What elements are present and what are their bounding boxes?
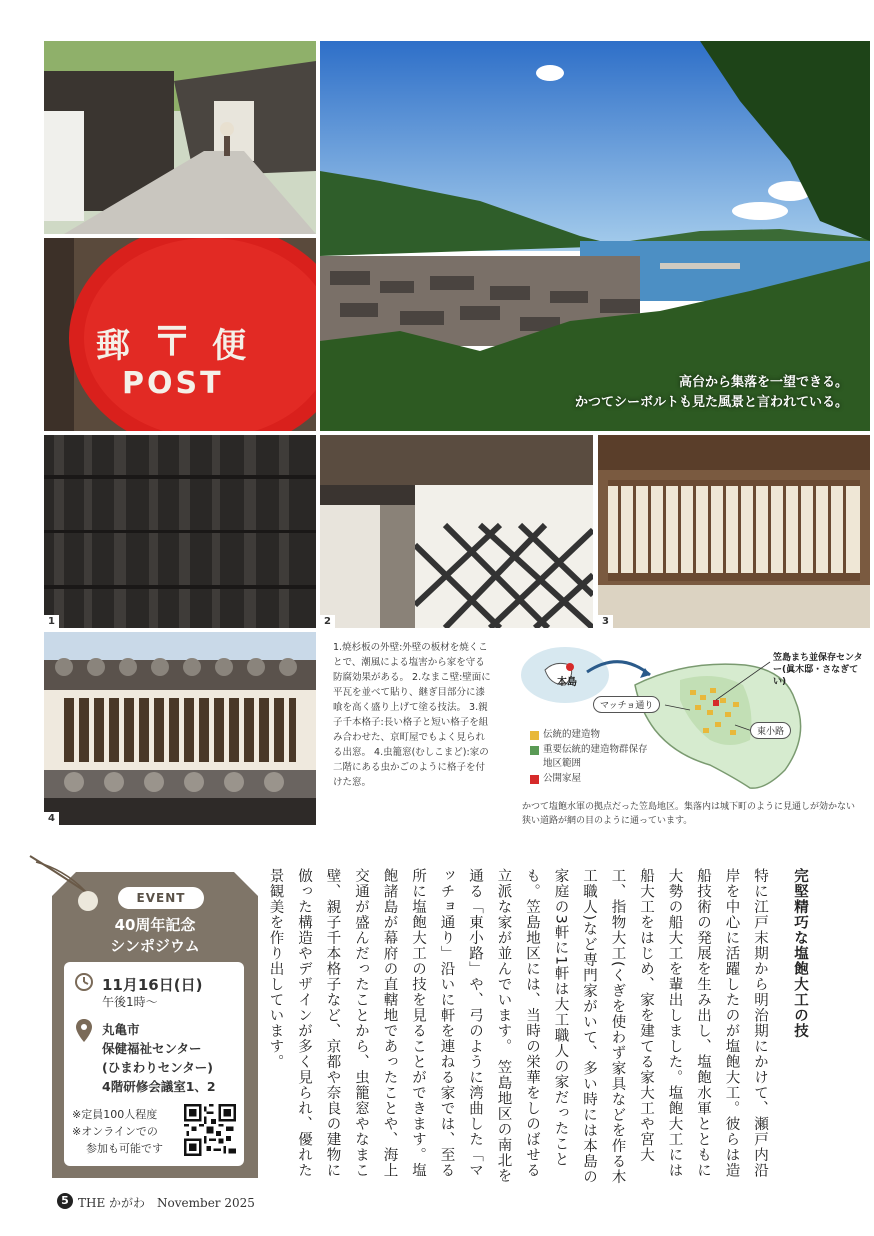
article-body: 特に江戸末期から明治期にかけて、瀬戸内沿岸を中心に活躍したのが塩飽大工。彼らは造船技術の発展を生み出し、塩飽水軍とともに大勢の船大工を輩出しました。塩飽大工には船大工をはじめ、家を建てる家大工や宮大工、指物大工(くぎを使わず家具などを作る木工職人)など専門家がいて、多い時には本島の家庭の3軒に1軒は大工職人の家だったことも。笠島地区には、当時の栄華をしのばせる立派な家が並んでいます。 笠島地区の南北を通る「東小路」や、弓のように湾曲した「マッチョ通り」沿いに軒を連ねる家では、至る所に塩飽大工の技を見ることができます。塩飽諸島が幕府の直轄地であったことや、海上交通が盛んだったことから、虫籠窓やなまこ壁、親子千本格子など、京都や奈良の建物に倣った構造やデザインが多く見られ、優れた景観美を作り出しています。 (267, 868, 768, 1185)
event-tag: EVENT (118, 887, 204, 909)
photo-captions: 1.焼杉板の外壁:外壁の板材を焼くことで、潮風による塩害から家を守る防腐効果がある。 2.なまこ壁:壁面に平瓦を並べて貼り、継ぎ目部分に漆喰を高く盛り上げて塗る技法。 3.親子千本格子:長い格子と短い格子を組み合わせた、京町屋でもよく見られる出窓。 4.虫籠窓(むしこまど):家の二階にある虫かごのように格子を付けた窓。 (333, 642, 491, 788)
map-label-honjima: 本島 (557, 677, 577, 688)
map-legend (530, 728, 648, 787)
landscape-caption (575, 373, 848, 413)
event-place-line2: 保健福祉センター (102, 1041, 202, 1056)
photo-1-yakisugi (44, 435, 316, 628)
photo-street (44, 41, 316, 234)
photo-4-mushiko (44, 632, 316, 825)
map-caption: かつて塩飽水軍の拠点だった笠島地区。集落内は城下町のように見通しが効かない狭い道路が網の目のように通っています。 (522, 802, 856, 826)
event-note-line1: ※定員100人程度 (72, 1108, 158, 1121)
event-date: 11月16日(日) (102, 976, 203, 994)
legend-item (530, 743, 648, 771)
event-title-line1: 40周年記念 (114, 916, 196, 934)
clock-icon (74, 972, 94, 992)
post-text: POST (122, 366, 224, 401)
location-pin-icon (74, 1018, 94, 1044)
legend-swatch (530, 746, 539, 755)
photo-landscape (320, 41, 870, 431)
event-title (52, 915, 258, 957)
photo-number-2: 2 (320, 615, 335, 628)
footer-text: THE かがわ November 2025 (78, 1196, 255, 1210)
legend-swatch (530, 731, 539, 740)
landscape-caption-line1: 高台から集落を一望できる。 (678, 375, 848, 390)
event-note-line3: 参加も可能です (86, 1142, 163, 1155)
landscape-caption-line2: かつてシーボルトも見た風景と言われている。 (574, 395, 848, 410)
map-label-center: 笠島まち並保存センター(眞木邸・さなぎてい) (773, 653, 863, 687)
photo-3-lattice (598, 435, 870, 628)
photo-postbox (44, 238, 316, 431)
event-place-line4: 4階研修会議室1、2 (102, 1079, 216, 1094)
legend-label: 重要伝統的建造物群保存地区範囲 (543, 744, 648, 769)
event-notes (72, 1106, 163, 1157)
qr-code[interactable] (184, 1104, 236, 1156)
map-label-higashi: 東小路 (750, 722, 791, 739)
map-label-matcho: マッチョ通り (593, 696, 660, 713)
legend-item (530, 728, 648, 742)
event-place (102, 1020, 216, 1096)
page-number: 5 (57, 1193, 73, 1209)
event-note-line2: ※オンラインでの (72, 1125, 158, 1138)
legend-label: 伝統的建造物 (543, 729, 601, 740)
post-kanji-1: 郵 (96, 326, 130, 366)
legend-label: 公開家屋 (543, 773, 582, 784)
event-title-line2: シンポジウム (110, 937, 200, 955)
photo-number-4: 4 (44, 812, 59, 825)
photo-number-3: 3 (598, 615, 613, 628)
event-place-line3: (ひまわりセンター) (102, 1060, 213, 1075)
legend-item (530, 772, 648, 786)
tag-hole (78, 891, 98, 911)
photo-number-1: 1 (44, 615, 59, 628)
event-time: 午後1時〜 (102, 995, 158, 1009)
legend-swatch (530, 775, 539, 784)
photo-2-namako (320, 435, 593, 628)
event-place-line1: 丸亀市 (102, 1022, 140, 1037)
article-heading: 完堅精巧な塩飽大工の技 (792, 868, 808, 1039)
post-kanji-2: 便 (212, 326, 246, 366)
post-mark: 〒 (152, 319, 192, 365)
